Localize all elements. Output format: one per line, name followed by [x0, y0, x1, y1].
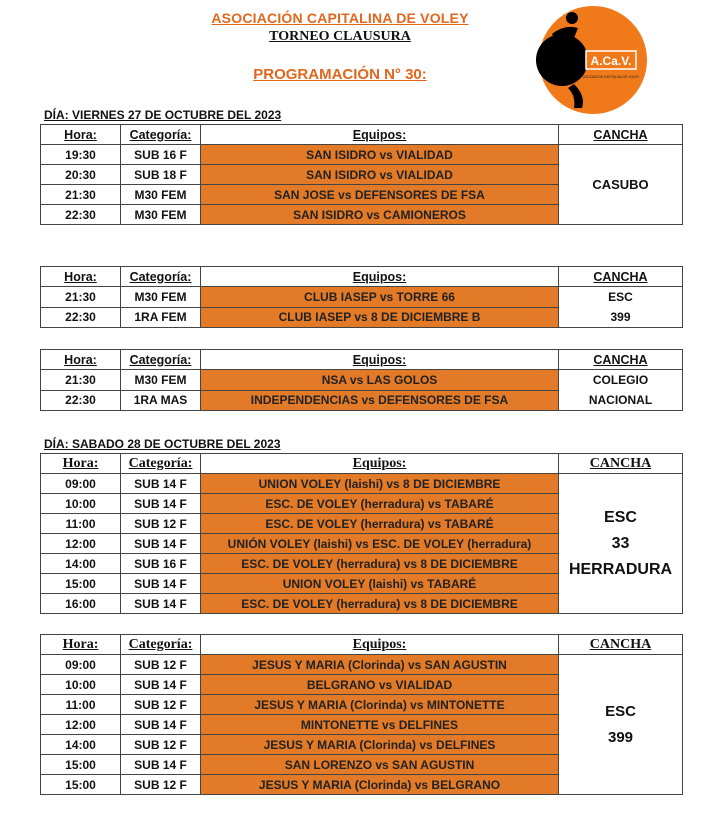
schedule-table-esc-33-herradura — [40, 453, 683, 614]
table-header-row — [41, 267, 683, 287]
cell-categoria: SUB 12 F — [121, 655, 201, 675]
cell-categoria: SUB 14 F — [121, 474, 201, 494]
cell-equipos: ESC. DE VOLEY (herradura) vs 8 DE DICIEMBRE — [201, 594, 559, 614]
schedule-table-colegio-nacional — [40, 349, 683, 411]
col-equipos: Equipos: — [201, 267, 559, 287]
cancha-line: HERRADURA — [568, 560, 673, 578]
cancha-line: ESC — [605, 702, 636, 720]
cell-equipos: ESC. DE VOLEY (herradura) vs 8 DE DICIEMBRE — [201, 554, 559, 574]
cancha-line: 399 — [607, 728, 634, 746]
table-row — [41, 474, 683, 494]
cell-categoria: SUB 14 F — [121, 594, 201, 614]
cell-categoria: SUB 14 F — [121, 715, 201, 735]
cell-equipos: SAN ISIDRO vs VIALIDAD — [201, 145, 559, 165]
cell-categoria: SUB 14 F — [121, 574, 201, 594]
cell-hora: 21:30 — [41, 370, 121, 391]
cell-equipos: UNION VOLEY (laishi) vs TABARÉ — [201, 574, 559, 594]
cell-hora: 22:30 — [41, 390, 121, 411]
cell-cancha — [559, 145, 683, 225]
col-categoria: Categoría: — [121, 350, 201, 370]
program-number: PROGRAMACIÓN N° 30: — [253, 66, 427, 83]
cell-hora: 20:30 — [41, 165, 121, 185]
cell-cancha — [559, 287, 683, 328]
cell-equipos: ESC. DE VOLEY (herradura) vs TABARÉ — [201, 494, 559, 514]
cell-equipos: NSA vs LAS GOLOS — [201, 370, 559, 391]
cell-cancha — [559, 474, 683, 614]
cell-categoria: SUB 16 F — [121, 145, 201, 165]
cell-hora: 12:00 — [41, 534, 121, 554]
cell-hora: 14:00 — [41, 735, 121, 755]
cell-hora: 11:00 — [41, 514, 121, 534]
tournament-title: TORNEO CLAUSURA — [269, 29, 411, 44]
col-categoria: Categoría: — [121, 267, 201, 287]
cell-hora: 21:30 — [41, 287, 121, 308]
cell-cancha — [559, 655, 683, 795]
cell-categoria: SUB 12 F — [121, 775, 201, 795]
cell-hora: 19:30 — [41, 145, 121, 165]
logo-text: A.Ca.V. — [590, 54, 632, 68]
cancha-line: 33 — [611, 534, 630, 552]
day-label-saturday: DÍA: SABADO 28 DE OCTUBRE DEL 2023 — [44, 437, 281, 451]
cell-equipos: SAN JOSE vs DEFENSORES DE FSA — [201, 185, 559, 205]
cell-equipos: BELGRANO vs VIALIDAD — [201, 675, 559, 695]
cell-hora: 10:00 — [41, 494, 121, 514]
cancha-line: ESC — [608, 290, 633, 304]
cell-equipos: INDEPENDENCIAS vs DEFENSORES DE FSA — [201, 390, 559, 411]
cell-equipos: JESUS Y MARIA (Clorinda) vs MINTONETTE — [201, 695, 559, 715]
cell-cancha — [559, 370, 683, 411]
cell-hora: 22:30 — [41, 205, 121, 225]
cell-equipos: CLUB IASEP vs TORRE 66 — [201, 287, 559, 308]
cell-equipos: MINTONETTE vs DELFINES — [201, 715, 559, 735]
cancha-line: ESC — [604, 508, 637, 526]
cell-categoria: SUB 16 F — [121, 554, 201, 574]
acav-logo — [534, 4, 652, 116]
cell-equipos: SAN ISIDRO vs VIALIDAD — [201, 165, 559, 185]
cell-hora: 14:00 — [41, 554, 121, 574]
cell-equipos: JESUS Y MARIA (Clorinda) vs DELFINES — [201, 735, 559, 755]
table-header-row — [41, 125, 683, 145]
cell-equipos: SAN LORENZO vs SAN AGUSTIN — [201, 755, 559, 775]
cell-categoria: SUB 12 F — [121, 735, 201, 755]
cell-hora: 16:00 — [41, 594, 121, 614]
cancha-line: CASUBO — [592, 176, 649, 192]
col-categoria: Categoría: — [121, 454, 201, 474]
table-header-row — [41, 350, 683, 370]
table-row — [41, 145, 683, 165]
cancha-line: 399 — [610, 310, 631, 324]
cell-categoria: SUB 12 F — [121, 695, 201, 715]
schedule-table-esc-399-friday — [40, 266, 683, 328]
schedule-table-esc-399-saturday — [40, 634, 683, 795]
cell-categoria: SUB 14 F — [121, 534, 201, 554]
cancha-line: NACIONAL — [588, 393, 653, 407]
cell-hora: 15:00 — [41, 775, 121, 795]
cell-categoria: M30 FEM — [121, 287, 201, 308]
cell-hora: 11:00 — [41, 695, 121, 715]
cell-equipos: SAN ISIDRO vs CAMIONEROS — [201, 205, 559, 225]
cell-hora: 09:00 — [41, 474, 121, 494]
cell-equipos: JESUS Y MARIA (Clorinda) vs BELGRANO — [201, 775, 559, 795]
col-cancha: CANCHA — [559, 635, 683, 655]
cell-categoria: 1RA FEM — [121, 307, 201, 328]
cell-categoria: SUB 14 F — [121, 755, 201, 775]
col-cancha: CANCHA — [559, 125, 683, 145]
cell-categoria: M30 FEM — [121, 370, 201, 391]
col-categoria: Categoría: — [121, 635, 201, 655]
col-hora: Hora: — [41, 350, 121, 370]
cell-hora: 09:00 — [41, 655, 121, 675]
cell-categoria: SUB 18 F — [121, 165, 201, 185]
day-label-friday: DÍA: VIERNES 27 DE OCTUBRE DEL 2023 — [44, 108, 282, 122]
cell-categoria: M30 FEM — [121, 185, 201, 205]
cell-hora: 10:00 — [41, 675, 121, 695]
col-equipos: Equipos: — [201, 350, 559, 370]
col-hora: Hora: — [41, 267, 121, 287]
cell-equipos: UNIÓN VOLEY (laishi) vs ESC. DE VOLEY (herradura) — [201, 534, 559, 554]
schedule-table-casubo — [40, 124, 683, 225]
cell-hora: 21:30 — [41, 185, 121, 205]
cancha-line: COLEGIO — [592, 373, 649, 387]
col-cancha: CANCHA — [559, 267, 683, 287]
cell-categoria: SUB 14 F — [121, 675, 201, 695]
cell-equipos: ESC. DE VOLEY (herradura) vs TABARÉ — [201, 514, 559, 534]
org-title: ASOCIACIÓN CAPITALINA DE VOLEY — [211, 10, 469, 26]
table-header-row — [41, 454, 683, 474]
cell-hora: 15:00 — [41, 755, 121, 775]
cell-categoria: M30 FEM — [121, 205, 201, 225]
col-equipos: Equipos: — [201, 454, 559, 474]
cell-equipos: UNION VOLEY (laishi) vs 8 DE DICIEMBRE — [201, 474, 559, 494]
col-equipos: Equipos: — [201, 635, 559, 655]
cell-hora: 12:00 — [41, 715, 121, 735]
cell-categoria: 1RA MAS — [121, 390, 201, 411]
cell-hora: 15:00 — [41, 574, 121, 594]
col-cancha: CANCHA — [559, 350, 683, 370]
table-row — [41, 287, 683, 308]
col-hora: Hora: — [41, 454, 121, 474]
cell-hora: 22:30 — [41, 307, 121, 328]
col-equipos: Equipos: — [201, 125, 559, 145]
col-categoria: Categoría: — [121, 125, 201, 145]
cell-equipos: JESUS Y MARIA (Clorinda) vs SAN AGUSTIN — [201, 655, 559, 675]
cell-categoria: SUB 12 F — [121, 514, 201, 534]
cell-equipos: CLUB IASEP vs 8 DE DICIEMBRE B — [201, 307, 559, 328]
col-cancha: CANCHA — [559, 454, 683, 474]
cell-categoria: SUB 14 F — [121, 494, 201, 514]
table-row — [41, 370, 683, 391]
table-header-row — [41, 635, 683, 655]
logo-subtext: ASOCIACION CAPITALINA DE VOLEY — [583, 75, 639, 79]
table-row — [41, 655, 683, 675]
col-hora: Hora: — [41, 125, 121, 145]
col-hora: Hora: — [41, 635, 121, 655]
